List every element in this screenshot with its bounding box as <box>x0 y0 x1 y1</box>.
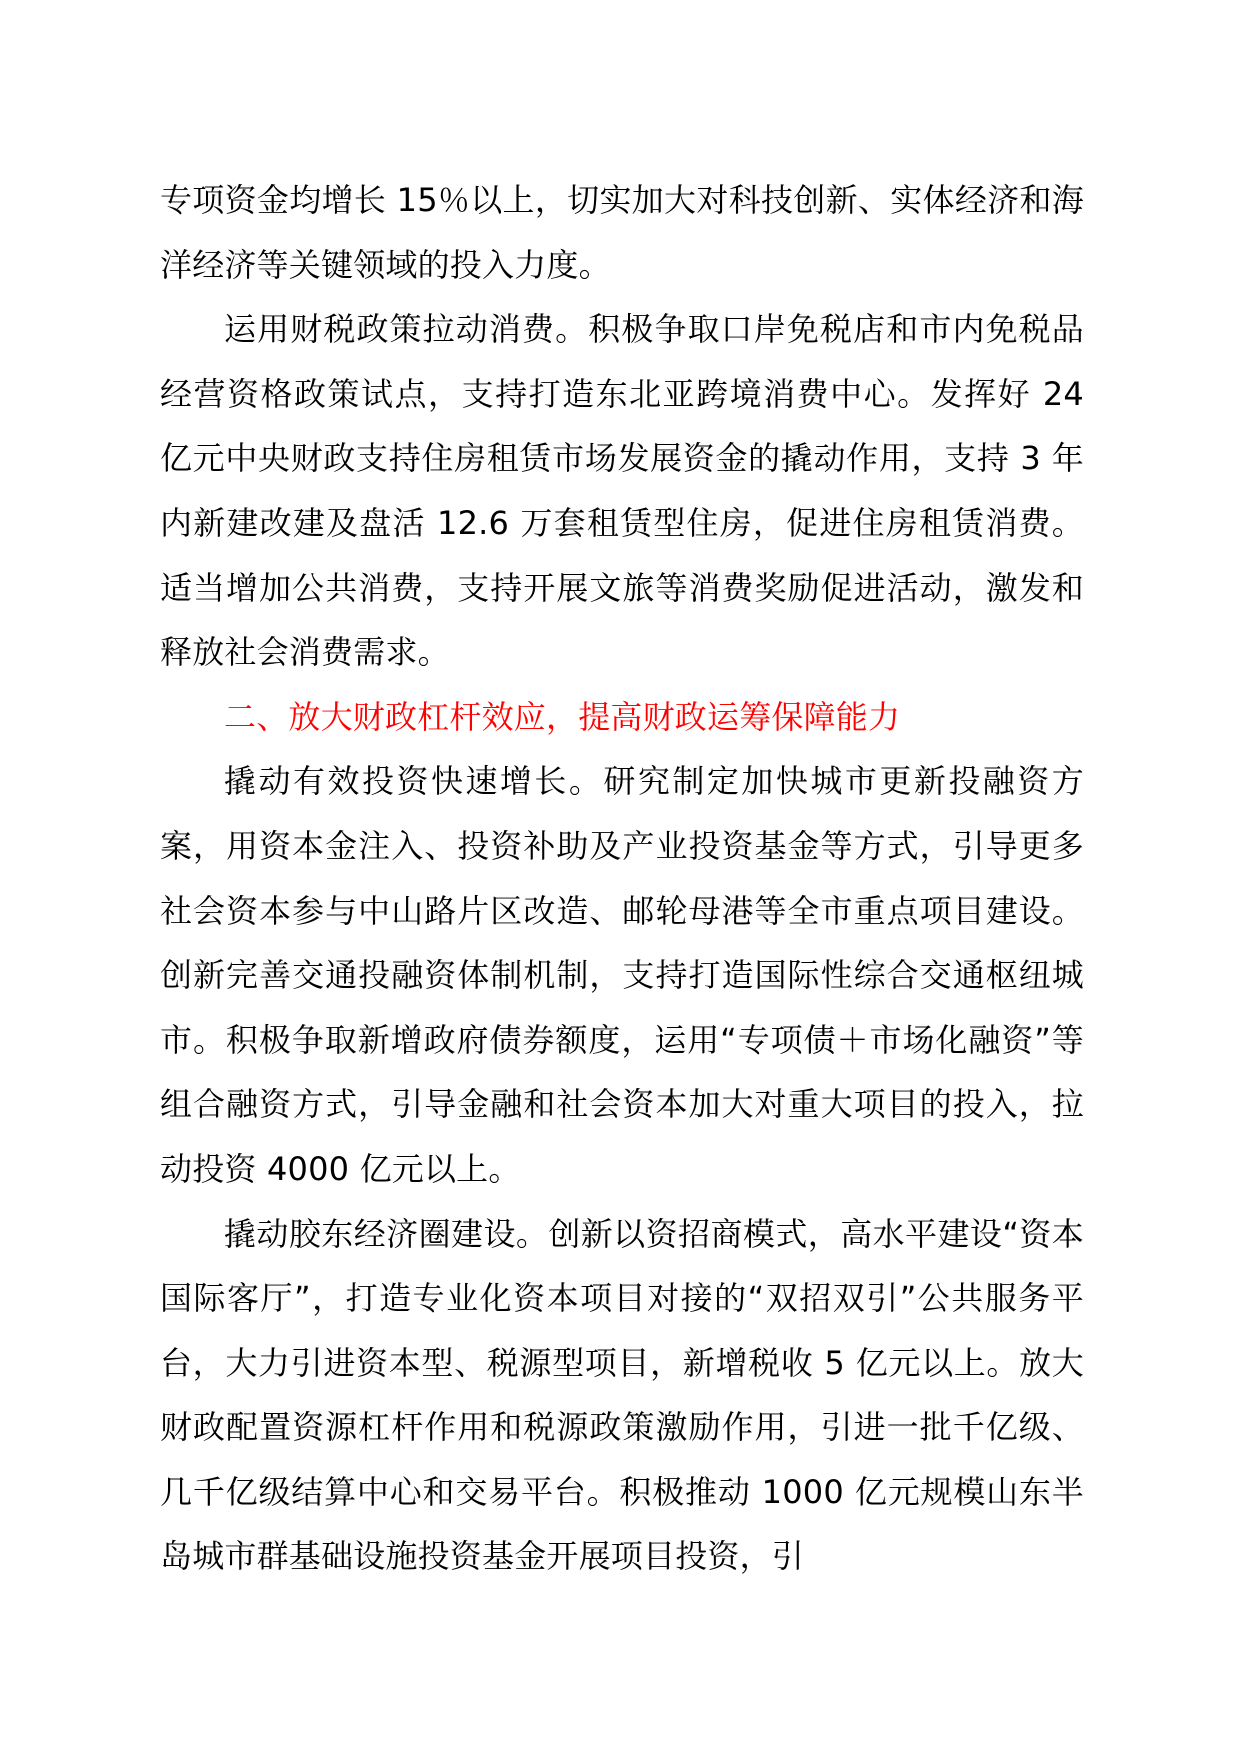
section-heading: 二、放大财政杠杆效应，提高财政运筹保障能力 <box>224 697 901 736</box>
paragraph-effective-investment: 撬动有效投资快速增长。研究制定加快城市更新投融资方案，用资本金注入、投资补助及产业投资基金等方式，引导更多社会资本参与中山路片区改造、邮轮母港等全市重点项目建设。创新完善交通投融资体制机制，支持打造国际性综合交通枢纽城市。积极争取新增政府债券额度，运用“专项债＋市场化融资”等组合融资方式，引导金融和社会资本加大对重大项目的投入，拉动投资 4000 亿元以上。 <box>160 762 1084 1188</box>
paragraph-special-funds: 专项资金均增长 15％以上，切实加大对科技创新、实体经济和海洋经济等关键领域的投入力度。 <box>160 181 1084 284</box>
paragraph-jiaodong-economic-circle: 撬动胶东经济圈建设。创新以资招商模式，高水平建设“资本国际客厅”，打造专业化资本项目对接的“双招双引”公共服务平台，大力引进资本型、税源型项目，新增税收 5 亿元以上。放大财政配置资源杠杆作用和税源政策激励作用，引进一批千亿级、几千亿级结算中心和交易平台。积极推动 1000 亿元规模山东半岛城市群基础设施投资基金开展项目投资，引 <box>160 1214 1084 1576</box>
paragraph-fiscal-consumption: 运用财税政策拉动消费。积极争取口岸免税店和市内免税品经营资格政策试点，支持打造东北亚跨境消费中心。发挥好 24 亿元中央财政支持住房租赁市场发展资金的撬动作用，支持 3 年内新建改建及盘活 12.6 万套租赁型住房，促进住房租赁消费。适当增加公共消费，支持开展文旅等消费奖励促进活动，激发和释放社会消费需求。 <box>160 310 1084 672</box>
document-body <box>160 168 1084 1589</box>
